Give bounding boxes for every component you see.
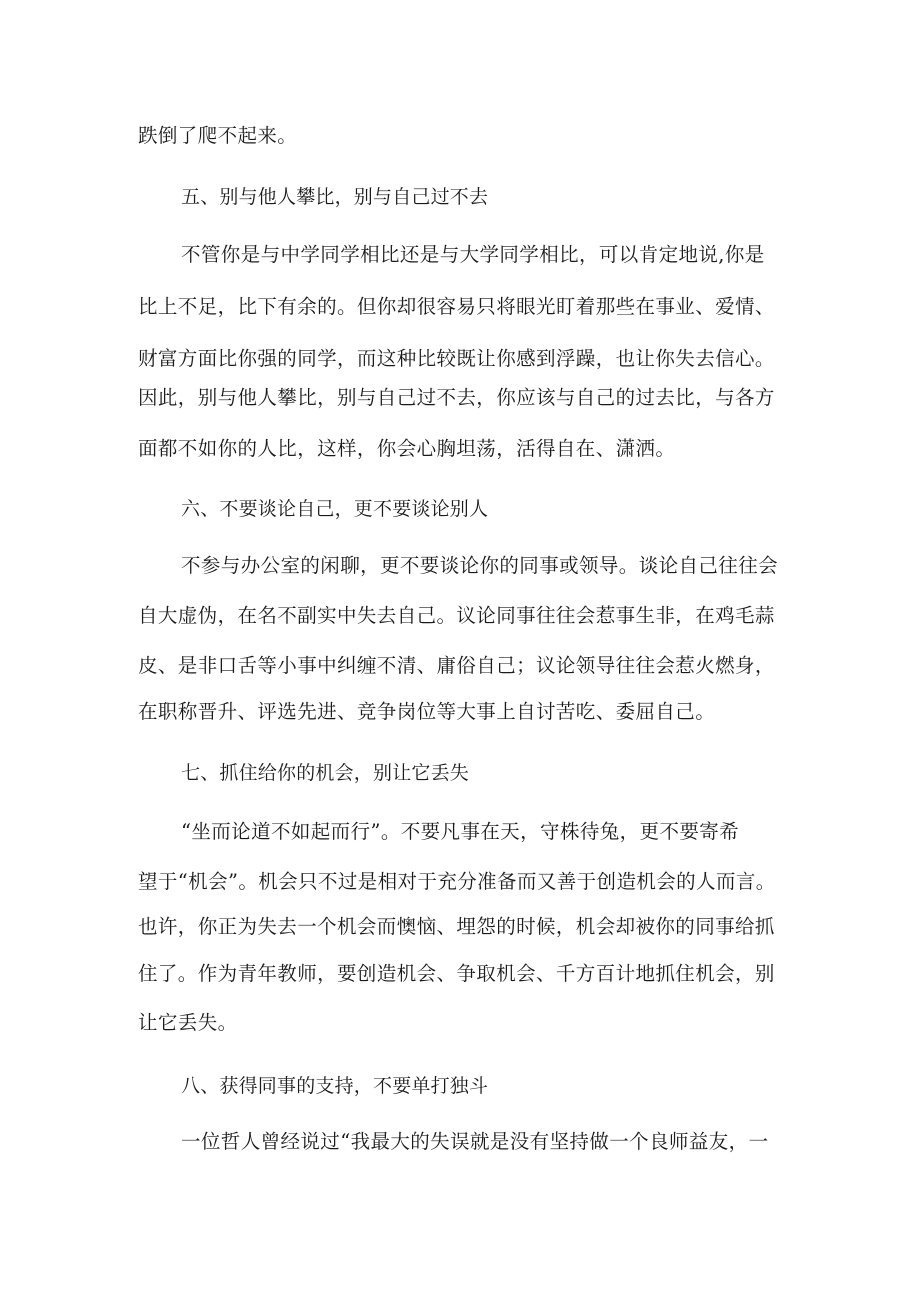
paragraph-line: 住了。作为青年教师，要创造机会、争取机会、千方百计地抓住机会，别	[138, 962, 775, 985]
paragraph-line: 面都不如你的人比，这样，你会心胸坦荡，活得自在、潇洒。	[138, 437, 676, 460]
section-heading-6: 六、不要谈论自己，更不要谈论别人	[181, 498, 489, 520]
section-heading-5: 五、别与他人攀比，别与自己过不去	[181, 186, 489, 208]
paragraph-line: 不管你是与中学同学相比还是与大学同学相比，可以肯定地说,你是	[181, 243, 765, 266]
paragraph-line: 一位哲人曾经说过“我最大的失误就是没有坚持做一个良师益友，一	[181, 1130, 769, 1153]
paragraph-line: 让它丢失。	[138, 1011, 238, 1034]
paragraph-line: 自大虚伪，在名不副实中失去自己。议论同事往往会惹事生非，在鸡毛蒜	[138, 604, 775, 627]
paragraph-line: 望于“机会”。机会只不过是相对于充分准备而又善于创造机会的人而言。	[138, 870, 776, 893]
paragraph-line: 在职称晋升、评选先进、竞争岗位等大事上自讨苦吃、委屈自己。	[138, 700, 716, 723]
paragraph-line: 也许，你正为失去一个机会而懊恼、埋怨的时候，机会却被你的同事给抓	[138, 915, 775, 938]
paragraph-line: 因此，别与他人攀比，别与自己过不去，你应该与自己的过去比，与各方	[138, 386, 775, 409]
paragraph-line: 皮、是非口舌等小事中纠缠不清、庸俗自己；议论领导往往会惹火燃身，	[138, 654, 775, 677]
section-heading-7: 七、抓住给你的机会，别让它丢失	[181, 762, 470, 784]
section-heading-8: 八、获得同事的支持，不要单打独斗	[181, 1075, 489, 1097]
paragraph-line: 跌倒了爬不起来。	[138, 124, 298, 147]
paragraph-line: 财富方面比你强的同学，而这种比较既让你感到浮躁，也让你失去信心。	[138, 347, 775, 370]
paragraph-line: 比上不足，比下有余的。但你却很容易只将眼光盯着那些在事业、爱情、	[138, 295, 775, 318]
paragraph-line: “坐而论道不如起而行”。不要凡事在天，守株待兔，更不要寄希	[181, 820, 740, 843]
paragraph-line: 不参与办公室的闲聊，更不要谈论你的同事或领导。谈论自己往往会	[181, 554, 779, 577]
